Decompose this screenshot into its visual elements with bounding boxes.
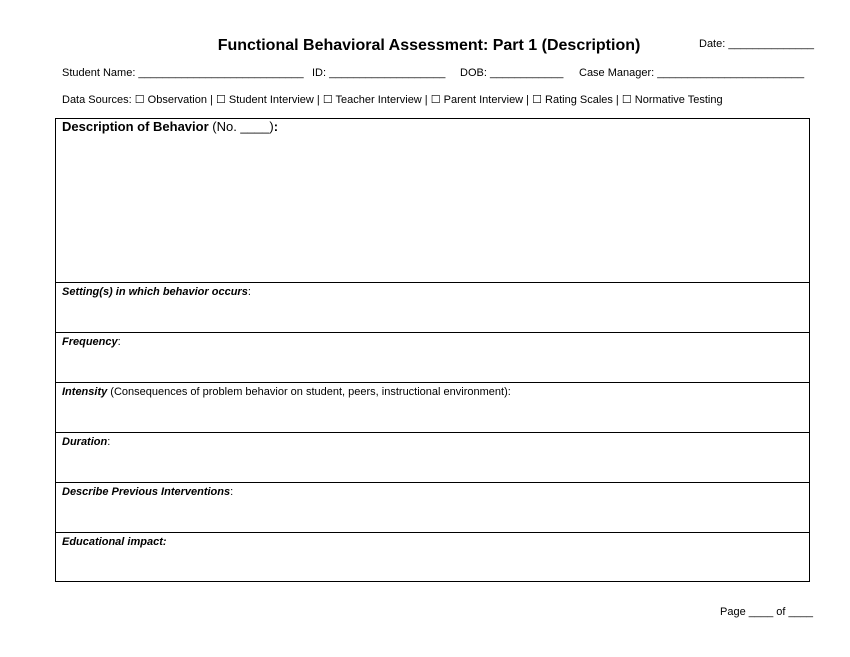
duration-label: Duration bbox=[62, 436, 108, 448]
description-colon: : bbox=[273, 119, 279, 134]
case-manager-field[interactable]: Case Manager: ________________________ bbox=[579, 67, 805, 79]
educational-impact-section[interactable] bbox=[56, 532, 809, 581]
settings-label: Setting(s) in which behavior occurs bbox=[62, 286, 248, 298]
duration-section[interactable] bbox=[56, 432, 809, 482]
date-field[interactable]: Date: ______________ bbox=[699, 38, 814, 50]
data-sources-checkboxes[interactable]: Data Sources: ☐ Observation | ☐ Student Interview | ☐ Teacher Interview | ☐ Parent Interview | ☐ Rating Scales | ☐ Normative Testing bbox=[62, 94, 723, 106]
intensity-suffix: (Consequences of problem behavior on student, peers, instructional environment): bbox=[107, 386, 511, 398]
previous-interventions-section[interactable] bbox=[56, 482, 809, 532]
student-name-field[interactable]: Student Name: ___________________________ bbox=[62, 67, 304, 79]
educational-impact-label: Educational impact: bbox=[62, 536, 167, 548]
dob-field[interactable]: DOB: ____________ bbox=[460, 67, 564, 79]
interventions-suffix: : bbox=[230, 486, 234, 498]
interventions-label: Describe Previous Interventions bbox=[62, 486, 231, 498]
id-field[interactable]: ID: ___________________ bbox=[312, 67, 446, 79]
duration-suffix: : bbox=[107, 436, 111, 448]
form-title: Functional Behavioral Assessment: Part 1 (Description) bbox=[217, 37, 641, 54]
frequency-suffix: : bbox=[117, 336, 121, 348]
settings-section[interactable] bbox=[56, 282, 809, 332]
intensity-label: Intensity bbox=[62, 386, 108, 398]
intensity-section[interactable] bbox=[56, 382, 809, 432]
behavior-number: (No. ____) bbox=[208, 119, 274, 134]
frequency-section[interactable] bbox=[56, 332, 809, 382]
settings-suffix: : bbox=[247, 286, 251, 298]
description-label: Description of Behavior bbox=[62, 119, 209, 134]
page-number-field[interactable]: Page ____ of ____ bbox=[720, 606, 813, 618]
assessment-table bbox=[55, 118, 810, 582]
frequency-label: Frequency bbox=[62, 336, 118, 348]
description-of-behavior-section[interactable] bbox=[62, 119, 278, 134]
